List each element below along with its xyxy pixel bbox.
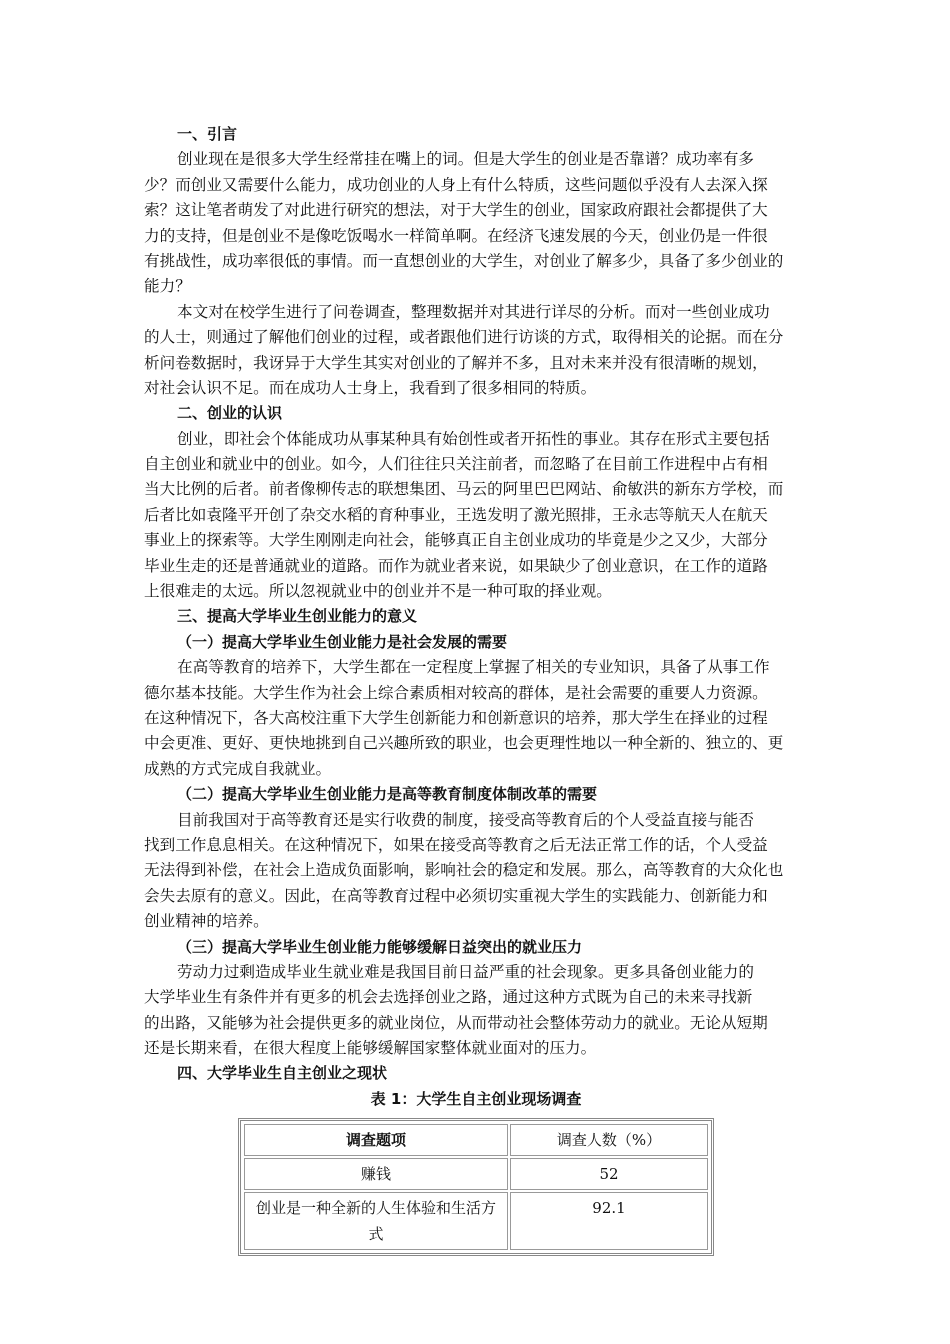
text-line: 后者比如袁隆平开创了杂交水稻的育种事业，王选发明了激光照排，王永志等航天人在航天: [144, 505, 768, 524]
text-line: 劳动力过剩造成毕业生就业难是我国目前日益严重的社会现象。更多具备创业能力的: [177, 962, 754, 981]
table-row: [244, 1192, 708, 1250]
text-line: 在这种情况下，各大高校注重下大学生创新能力和创新意识的培养，那大学生在择业的过程: [144, 708, 768, 727]
text-line: 德尔基本技能。大学生作为社会上综合素质相对较高的群体，是社会需要的重要人力资源。: [144, 683, 768, 702]
text-line: 事业上的探索等。大学生刚刚走向社会，能够真正自主创业成功的毕竟是少之又少，大部分: [144, 531, 768, 550]
table-cell: 赚钱: [244, 1158, 508, 1190]
section-heading: 二、创业的认识: [177, 404, 283, 423]
document-body: [144, 122, 808, 1256]
text-line: 当大比例的后者。前者像柳传志的联想集团、马云的阿里巴巴网站、俞敏洪的新东方学校，而: [144, 480, 784, 499]
table-row: [244, 1158, 708, 1190]
subsection-heading: （三）提高大学毕业生创业能力能够缓解日益突出的就业压力: [177, 937, 583, 956]
table-cell: 52: [510, 1158, 708, 1190]
section-heading: 三、提高大学毕业生创业能力的意义: [177, 607, 418, 626]
text-line: 能力？: [144, 277, 191, 296]
text-line: 大学毕业生有条件并有更多的机会去选择创业之路，通过这种方式既为自己的未来寻找新: [144, 988, 753, 1007]
subsection-heading: （二）提高大学毕业生创业能力是高等教育制度体制改革的需要: [177, 785, 598, 804]
text-line: 成熟的方式完成自我就业。: [144, 759, 332, 778]
text-line: 析问卷数据时，我讶异于大学生其实对创业的了解并不多，且对未来并没有很清晰的规划，: [144, 353, 768, 372]
paragraph: [144, 300, 808, 402]
text-line: 的出路，又能够为社会提供更多的就业岗位，从而带动社会整体劳动力的就业。无论从短期: [144, 1013, 768, 1032]
text-line: 上很难走的太远。所以忽视就业中的创业并不是一种可取的择业观。: [144, 582, 612, 601]
paragraph: [144, 655, 808, 782]
subsection-heading: （一）提高大学毕业生创业能力是社会发展的需要: [177, 632, 508, 651]
text-line: 有挑战性，成功率很低的事情。而一直想创业的大学生，对创业了解多少，具备了多少创业的: [144, 251, 784, 270]
table-header: 调查人数（%）: [510, 1124, 708, 1156]
table-header-row: [244, 1124, 708, 1156]
paragraph: [144, 808, 808, 935]
table-cell: 92.1: [510, 1192, 708, 1250]
text-line: 的人士，则通过了解他们创业的过程，或者跟他们进行访谈的方式，取得相关的论据。而在分: [144, 328, 784, 347]
survey-table: [238, 1118, 714, 1256]
text-line: 会失去原有的意义。因此，在高等教育过程中必须切实重视大学生的实践能力、创新能力和: [144, 886, 768, 905]
text-line: 目前我国对于高等教育还是实行收费的制度，接受高等教育后的个人受益直接与能否: [177, 810, 754, 829]
text-line: 索？这让笔者萌发了对此进行研究的想法，对于大学生的创业，国家政府跟社会都提供了大: [144, 201, 768, 220]
paragraph: [144, 427, 808, 605]
section-heading: 四、大学毕业生自主创业之现状: [177, 1064, 388, 1083]
table-caption: 表 1：大学生自主创业现场调查: [370, 1089, 582, 1108]
text-line: 创业，即社会个体能成功从事某种具有始创性或者开拓性的事业。其存在形式主要包括: [177, 429, 770, 448]
section-heading: 一、引言: [177, 125, 238, 143]
paragraph: [144, 147, 808, 299]
text-line: 对社会认识不足。而在成功人士身上，我看到了很多相同的特质。: [144, 378, 597, 397]
text-line: 少？而创业又需要什么能力，成功创业的人身上有什么特质，这些问题似乎没有人去深入探: [144, 175, 768, 194]
text-line: 毕业生走的还是普通就业的道路。而作为就业者来说，如果缺少了创业意识，在工作的道路: [144, 556, 768, 575]
text-line: 中会更准、更好、更快地挑到自己兴趣所致的职业，也会更理性地以一种全新的、独立的、更: [144, 734, 784, 753]
paragraph: [144, 960, 808, 1062]
table-cell: 创业是一种全新的人生体验和生活方式: [244, 1192, 508, 1250]
text-line: 力的支持，但是创业不是像吃饭喝水一样简单啊。在经济飞速发展的今天，创业仍是一件很: [144, 226, 768, 245]
text-line: 创业现在是很多大学生经常挂在嘴上的词。但是大学生的创业是否靠谱？成功率有多: [177, 150, 754, 169]
text-line: 创业精神的培养。: [144, 912, 269, 931]
text-line: 本文对在校学生进行了问卷调查，整理数据并对其进行详尽的分析。而对一些创业成功: [177, 302, 770, 321]
text-line: 还是长期来看，在很大程度上能够缓解国家整体就业面对的压力。: [144, 1039, 597, 1058]
text-line: 找到工作息息相关。在这种情况下，如果在接受高等教育之后无法正常工作的话，个人受益: [144, 835, 768, 854]
text-line: 自主创业和就业中的创业。如今，人们往往只关注前者，而忽略了在目前工作进程中占有相: [144, 455, 768, 474]
text-line: 在高等教育的培养下，大学生都在一定程度上掌握了相关的专业知识，具备了从事工作: [177, 658, 770, 677]
table-header: 调查题项: [244, 1124, 508, 1156]
text-line: 无法得到补偿，在社会上造成负面影响，影响社会的稳定和发展。那么，高等教育的大众化也: [144, 861, 784, 880]
